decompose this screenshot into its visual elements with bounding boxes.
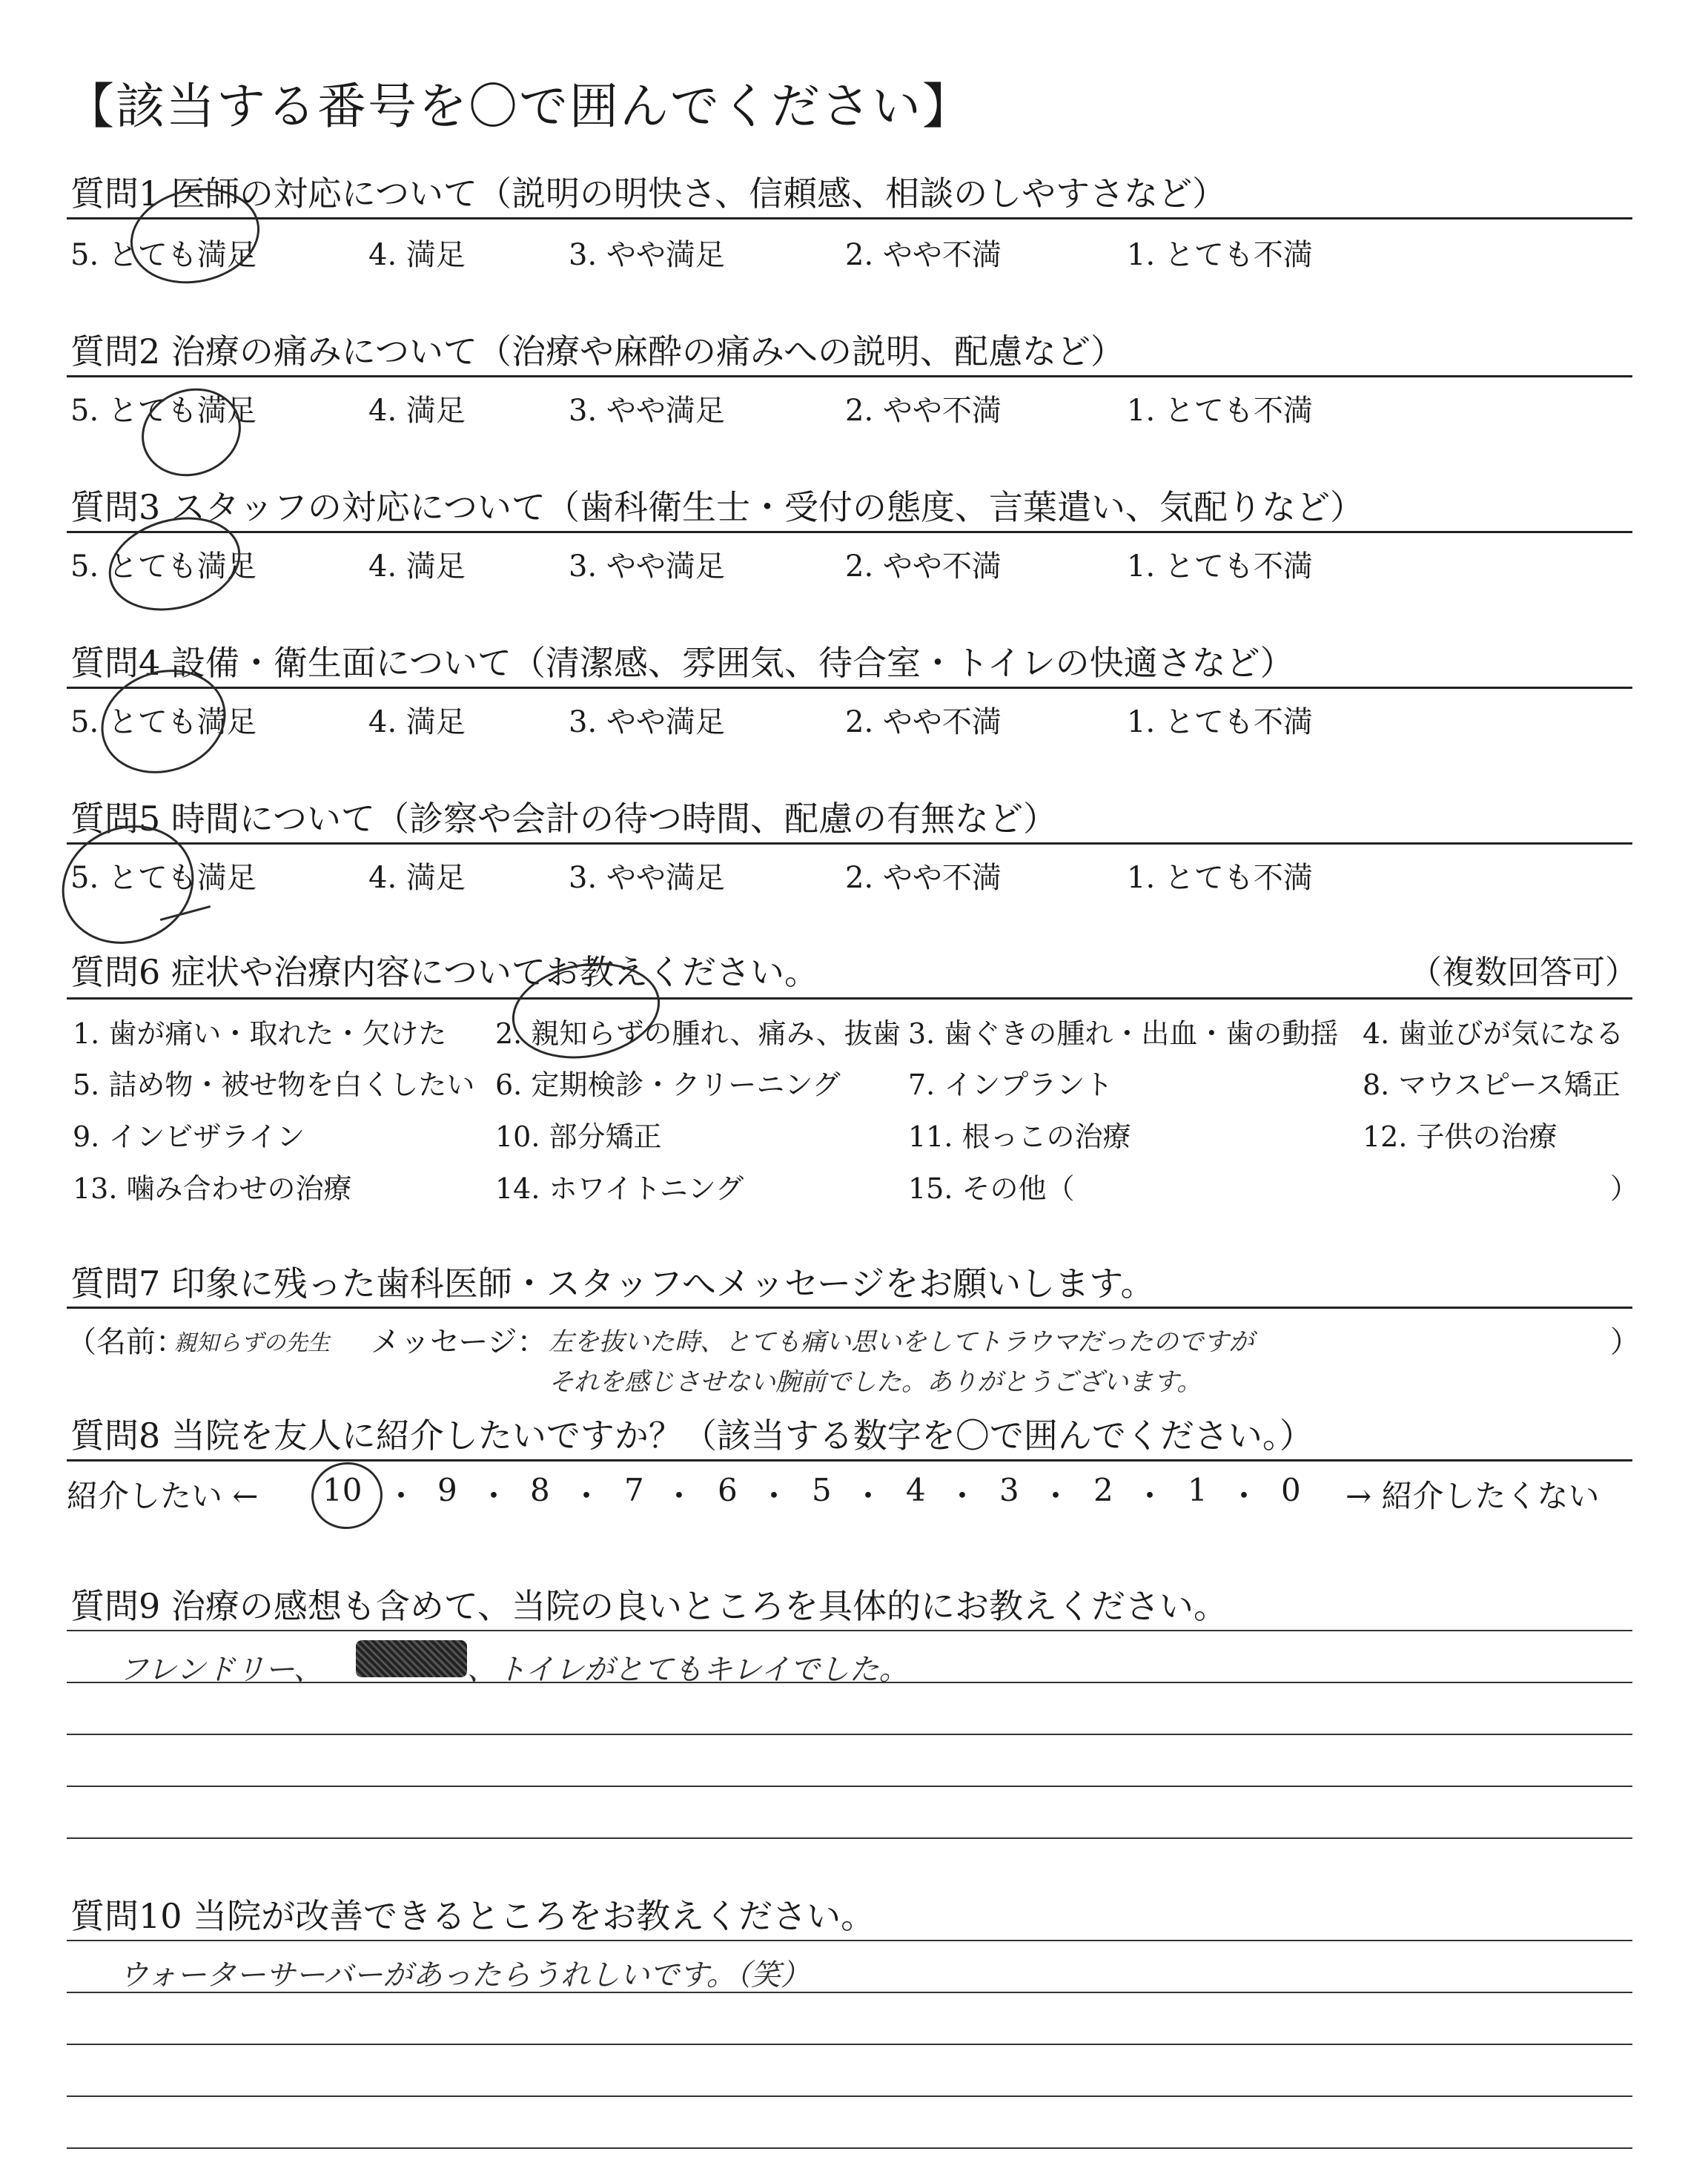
q1-option-4[interactable]: 4. 満足 [368, 238, 466, 272]
q6-item-11[interactable]: 11. 根っこの治療 [908, 1120, 1131, 1153]
q6-item-1[interactable]: 1. 歯が痛い・取れた・欠けた [73, 1017, 447, 1050]
q9-answer-a[interactable]: フレンドリー、 [119, 1653, 323, 1687]
q8-value-4[interactable]: 4 [906, 1472, 926, 1508]
q8-dot: ・ [663, 1478, 695, 1514]
question-1-heading: 質問1 医師の対応について（説明の明快さ、信頼感、相談のしやすさなど） [70, 174, 1227, 214]
q7-name-label: （名前： [67, 1325, 185, 1359]
question-5-heading: 質問5 時間について（診察や会計の待つ時間、配慮の有無など） [70, 799, 1057, 839]
question-6-note: （複数回答可） [1409, 954, 1638, 991]
q8-dot: ・ [853, 1478, 884, 1514]
q8-value-9[interactable]: 9 [437, 1472, 457, 1508]
q10-answer[interactable]: ウォーターサーバーがあったらうれしいです。（笑） [119, 1958, 810, 1992]
q6-item-2[interactable]: 2. 親知らずの腫れ、痛み、抜歯 [495, 1017, 901, 1050]
q6-item-6[interactable]: 6. 定期検診・クリーニング [495, 1069, 841, 1101]
q10-line-1 [67, 1940, 1632, 1941]
q1-option-5[interactable]: 5. とても満足 [70, 238, 256, 272]
q6-other-close-paren: ） [1610, 1172, 1639, 1205]
q8-value-2[interactable]: 2 [1093, 1472, 1113, 1508]
q8-dot: ・ [1134, 1478, 1166, 1514]
q9-answer-b[interactable]: 、トイレがとてもキレイでした。 [467, 1653, 909, 1687]
q5-option-2[interactable]: 2. やや不満 [845, 861, 1002, 895]
q8-value-3[interactable]: 3 [999, 1472, 1019, 1508]
question-5-rule [67, 842, 1632, 845]
q6-item-10[interactable]: 10. 部分矯正 [495, 1120, 662, 1153]
question-4-options [70, 698, 1635, 743]
q8-dot: ・ [1040, 1478, 1072, 1514]
q2-option-2[interactable]: 2. やや不満 [845, 394, 1002, 428]
q4-option-5[interactable]: 5. とても満足 [70, 705, 256, 739]
q1-option-3[interactable]: 3. やや満足 [569, 238, 725, 272]
page-title: 【該当する番号を〇で囲んでください】 [65, 78, 973, 135]
q8-left-label: 紹介したい ← [67, 1478, 259, 1514]
q6-item-15[interactable]: 15. その他（ [908, 1172, 1075, 1205]
q8-dot: ・ [478, 1478, 510, 1514]
q4-option-4[interactable]: 4. 満足 [368, 705, 466, 739]
q2-option-1[interactable]: 1. とても不満 [1127, 394, 1313, 428]
question-7-rule [67, 1307, 1632, 1309]
q2-option-5[interactable]: 5. とても満足 [70, 394, 256, 428]
question-1-rule [67, 217, 1632, 219]
q4-option-1[interactable]: 1. とても不満 [1127, 705, 1313, 739]
q6-item-3[interactable]: 3. 歯ぐきの腫れ・出血・歯の動揺 [908, 1017, 1339, 1050]
q5-option-1[interactable]: 1. とても不満 [1127, 861, 1313, 895]
q4-option-3[interactable]: 3. やや満足 [569, 705, 725, 739]
question-4-heading: 質問4 設備・衛生面について（清潔感、雰囲気、待合室・トイレの快適さなど） [70, 643, 1294, 683]
q8-value-7[interactable]: 7 [624, 1472, 644, 1508]
q3-option-1[interactable]: 1. とても不満 [1127, 549, 1313, 584]
q7-close-paren: ） [1610, 1325, 1640, 1359]
question-3-heading: 質問3 スタッフの対応について（歯科衛生士・受付の態度、言葉遣い、気配りなど） [70, 487, 1364, 527]
question-9-heading: 質問9 治療の感想も含めて、当院の良いところを具体的にお教えください。 [70, 1586, 1228, 1626]
q1-option-1[interactable]: 1. とても不満 [1127, 238, 1313, 272]
q8-value-1[interactable]: 1 [1188, 1472, 1208, 1508]
q8-dot: ・ [571, 1478, 603, 1514]
q6-item-14[interactable]: 14. ホワイトニング [495, 1172, 744, 1205]
q7-message-label: メッセージ： [371, 1325, 547, 1359]
q5-option-3[interactable]: 3. やや満足 [569, 861, 725, 895]
q6-item-5[interactable]: 5. 詰め物・被せ物を白くしたい [73, 1069, 475, 1101]
question-6-heading: 質問6 症状や治療内容についてお教えください。 [70, 952, 818, 992]
q7-name-value[interactable]: 親知らずの先生 [174, 1330, 330, 1356]
q10-line-3 [67, 2044, 1632, 2045]
q6-item-12[interactable]: 12. 子供の治療 [1363, 1120, 1558, 1153]
question-6-rule [67, 997, 1632, 1000]
q9-line-4 [67, 1786, 1632, 1787]
question-10-heading: 質問10 当院が改善できるところをお教えください。 [70, 1896, 875, 1936]
q9-crossed-out-mark [356, 1640, 467, 1677]
question-2-rule [67, 375, 1632, 377]
q8-dot: ・ [385, 1478, 417, 1514]
question-3-options [70, 543, 1635, 587]
q3-option-4[interactable]: 4. 満足 [368, 549, 466, 584]
q2-option-4[interactable]: 4. 満足 [368, 394, 466, 428]
q3-option-5[interactable]: 5. とても満足 [70, 549, 256, 584]
q9-line-2 [67, 1682, 1632, 1683]
q8-value-0[interactable]: 0 [1281, 1472, 1301, 1508]
question-3-rule [67, 531, 1632, 533]
q8-dot: ・ [1228, 1478, 1260, 1514]
q10-line-4 [67, 2095, 1632, 2097]
question-8-heading: 質問8 当院を友人に紹介したいですか？（該当する数字を〇で囲んでください。） [70, 1416, 1314, 1456]
q6-item-13[interactable]: 13. 噛み合わせの治療 [73, 1172, 352, 1205]
question-4-rule [67, 687, 1632, 689]
q6-item-4[interactable]: 4. 歯並びが気になる [1363, 1017, 1624, 1050]
q5-option-4[interactable]: 4. 満足 [368, 861, 466, 895]
question-2-options [70, 387, 1635, 432]
q5-answer-tail [160, 905, 211, 921]
q6-item-9[interactable]: 9. インビザライン [73, 1120, 305, 1153]
question-5-options [70, 854, 1635, 899]
question-8-rule [67, 1459, 1632, 1462]
q1-option-2[interactable]: 2. やや不満 [845, 238, 1002, 272]
q8-value-10[interactable]: 10 [322, 1472, 363, 1508]
q7-message-line-1[interactable]: 左を抜いた時、とても痛い思いをしてトラウマだったのですが [549, 1327, 1254, 1357]
q8-scale [67, 1472, 1632, 1516]
q10-line-5 [67, 2147, 1632, 2149]
question-2-heading: 質問2 治療の痛みについて（治療や麻酔の痛みへの説明、配慮など） [70, 331, 1125, 371]
q10-line-2 [67, 1992, 1632, 1993]
q8-value-8[interactable]: 8 [530, 1472, 550, 1508]
q9-line-3 [67, 1734, 1632, 1735]
q8-dot: ・ [947, 1478, 979, 1514]
question-1-options [70, 231, 1635, 276]
q8-value-6[interactable]: 6 [718, 1472, 738, 1508]
q9-line-5 [67, 1837, 1632, 1839]
q8-value-5[interactable]: 5 [812, 1472, 832, 1508]
q7-message-line-2[interactable]: それを感じさせない腕前でした。ありがとうございます。 [549, 1367, 1202, 1397]
q2-option-3[interactable]: 3. やや満足 [569, 394, 725, 428]
q9-line-1 [67, 1630, 1632, 1631]
q6-item-7[interactable]: 7. インプラント [908, 1069, 1113, 1101]
q3-option-2[interactable]: 2. やや不満 [845, 549, 1002, 584]
q3-option-3[interactable]: 3. やや満足 [569, 549, 725, 584]
q4-option-2[interactable]: 2. やや不満 [845, 705, 1002, 739]
q6-item-8[interactable]: 8. マウスピース矯正 [1363, 1069, 1621, 1101]
q5-option-5[interactable]: 5. とても満足 [70, 861, 256, 895]
q8-dot: ・ [758, 1478, 790, 1514]
q8-right-label: → 紹介したくない [1345, 1478, 1600, 1514]
question-7-heading: 質問7 印象に残った歯科医師・スタッフへメッセージをお願いします。 [70, 1264, 1155, 1304]
